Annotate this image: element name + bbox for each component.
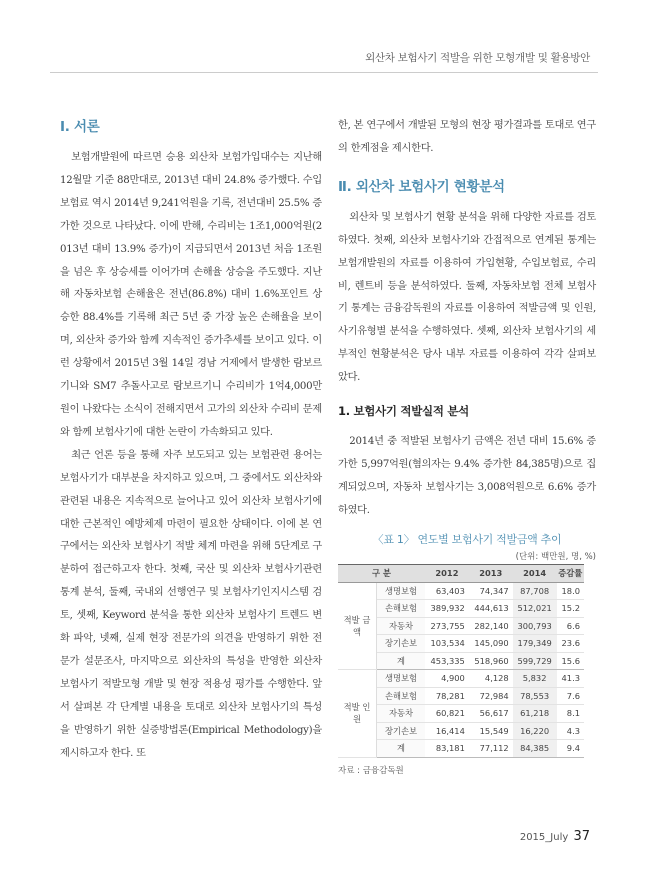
table-cell: 자동차 [377,705,426,723]
table-row [338,582,584,600]
table-cell: 63,403 [425,582,469,600]
table-cell: 56,617 [469,705,513,723]
table-cell: 83,181 [425,740,469,758]
table-cell: 8.1 [557,705,584,723]
footer-issue: 2015_July [519,832,569,843]
table-cell: 16,220 [513,722,557,740]
table-cell: 87,708 [513,582,557,600]
page-number: 37 [573,829,590,844]
table-cell: 444,613 [469,600,513,618]
table-header-cell: 2013 [469,564,513,582]
intro-paragraph-1: 보험개발원에 따르면 승용 외산차 보험가입대수는 지난해 12월말 기준 88만대로, 2013년 대비 24.8% 증가했다. 수입보험료 역시 2014년 9,241억원을 기록, 전년대비 25.5% 증가한 것으로 나타났다. 이에 반해, 수리비는 1조1,000억원(2013년 대비 13.9% 증가)이 지급되면서 2013년 처음 1조원을 넘은 후 상승세를 이어가며 손해율 상승을 주도했다. 지난해 자동차보험 손해율은 전년(86.8%) 대비 1.6%포인트 상승한 88.4%를 기록해 최근 5년 중 가장 높은 손해율을 보이며, 외산차 증가와 함께 지속적인 증가추세를 보이고 있다. 이런 상황에서 2015년 3월 14일 경남 거제에서 발생한 람보르기니와 SM7 추돌사고로 람보르기니 수리비가 1억4,000만원이 나왔다는 소식이 전해지면서 고가의 외산차 수리비 문제와 함께 보험사기에 대한 논란이 가속화되고 있다. [60,152,322,438]
table-cell: 4.3 [557,722,584,740]
table-cell: 78,281 [425,687,469,705]
table-cell: 179,349 [513,635,557,653]
table-cell: 4,128 [469,670,513,688]
table-source: 자료 : 금융감독원 [338,765,404,776]
section-title-status: Ⅱ. 외산차 보험사기 현황분석 [338,178,505,195]
table-header-cell: 2012 [425,564,469,582]
status-paragraph-1: 외산차 및 보험사기 현황 분석을 위해 다양한 자료를 검토하였다. 첫째, 외산차 보험사기와 간접적으로 연계된 통계는 보험개발원의 자료를 이용하여 가입현황, 수입보험료, 수리비, 렌트비 등을 분석하였다. 둘째, 자동차보험 전체 보험사기 통계는 금융감독원의 자료를 이용하여 적발금액 및 인원, 사기유형별 분석을 수행하였다. 셋째, 외산차 보험사기의 세부적인 현황분석은 당사 내부 자료를 이용하여 각각 살펴보았다. [338,211,596,384]
table-cell: 389,932 [425,600,469,618]
table-cell: 생명보험 [377,582,426,600]
table-header-cell: 증감률 [557,564,584,582]
table-header-row [338,564,584,582]
table-cell: 74,347 [469,582,513,600]
left-column [60,115,322,765]
row-group-label: 적발 금액 [338,582,377,670]
table-cell: 5,832 [513,670,557,688]
table-cell: 72,984 [469,687,513,705]
table-cell: 145,090 [469,635,513,653]
table-cell: 61,218 [513,705,557,723]
table-cell: 518,960 [469,652,513,670]
table-cell: 599,729 [513,652,557,670]
table-cell: 77,112 [469,740,513,758]
table-cell: 41.3 [557,670,584,688]
table-cell: 16,414 [425,722,469,740]
fraud-amount-table [338,564,584,758]
table-cell: 15.2 [557,600,584,618]
row-group-label: 적발 인원 [338,670,377,758]
table-cell: 6.6 [557,617,584,635]
running-header: 외산차 보험사기 적발을 위한 모형개발 및 활용방안 [365,52,590,64]
section-title-intro: Ⅰ. 서론 [60,119,100,135]
table-cell: 손해보험 [377,600,426,618]
table-row [338,670,584,688]
intro-paragraph-2: 최근 언론 등을 통해 자주 보도되고 있는 보험관련 용어는 보험사기가 대부분을 차지하고 있으며, 그 중에서도 외산차와 관련된 내용은 지속적으로 늘어나고 있어 외산차 보험사기에 대한 근본적인 예방체제 마련이 필요한 상태이다. 이에 본 연구에서는 외산차 보험사기 적발 체계 마련을 위해 5단계로 구분하여 접근하고자 한다. 첫째, 국산 및 외산차 보험사기관련 통계 분석, 둘째, 국내외 선행연구 및 보험사기인지시스템 검토, 셋째, Keyword 분석을 통한 외산차 보험사기 트렌드 변화 파악, 넷째, 실제 현장 전문가의 의견을 반영하기 위한 전문가 설문조사, 마지막으로 외산차의 특성을 반영한 외산차 보험사기 적발모형 개발 및 현장 적용성 평가를 수행한다. 앞서 살펴본 각 단계별 내용을 토대로 외산차 보험사기의 특성을 반영하기 위한 실증방법론(Empirical Methodology)을 제시하고자 한다. 또 [60,449,322,759]
table-header-cell: 2014 [513,564,557,582]
table-cell: 9.4 [557,740,584,758]
table-cell: 273,755 [425,617,469,635]
status-paragraph-2: 2014년 중 적발된 보험사기 금액은 전년 대비 15.6% 증가한 5,997억원(혐의자는 9.4% 증가한 84,385명)으로 집계되었으며, 자동차 보험사기는 3,008억원으로 6.6% 증가하였다. [338,436,596,516]
header-divider [50,72,598,73]
table-cell: 282,140 [469,617,513,635]
right-column [338,115,596,776]
table-cell: 103,534 [425,635,469,653]
table-cell: 84,385 [513,740,557,758]
table-cell: 계 [377,652,426,670]
table-cell: 15.6 [557,652,584,670]
table-cell: 18.0 [557,582,584,600]
table-cell: 512,021 [513,600,557,618]
table-cell: 계 [377,740,426,758]
table-cell: 생명보험 [377,670,426,688]
table-cell: 4,900 [425,670,469,688]
table-cell: 23.6 [557,635,584,653]
table-header-cell: 구 분 [338,564,425,582]
intro-paragraph-continued: 한, 본 연구에서 개발된 모형의 현장 평가결과를 토대로 연구의 한계점을 제시한다. [338,120,596,154]
page-footer [520,829,590,844]
table-cell: 453,335 [425,652,469,670]
table-unit: (단위: 백만원, 명, %) [515,551,596,562]
table-cell: 60,821 [425,705,469,723]
table-cell: 300,793 [513,617,557,635]
table-cell: 자동차 [377,617,426,635]
table-cell: 장기손보 [377,635,426,653]
table-cell: 7.6 [557,687,584,705]
table-cell: 15,549 [469,722,513,740]
table-cell: 장기손보 [377,722,426,740]
table-cell: 손해보험 [377,687,426,705]
subsection-title: 1. 보험사기 적발실적 분석 [338,404,469,419]
table-title: 〈표 1〉 연도별 보험사기 적발금액 추이 [372,532,562,546]
table-cell: 78,553 [513,687,557,705]
